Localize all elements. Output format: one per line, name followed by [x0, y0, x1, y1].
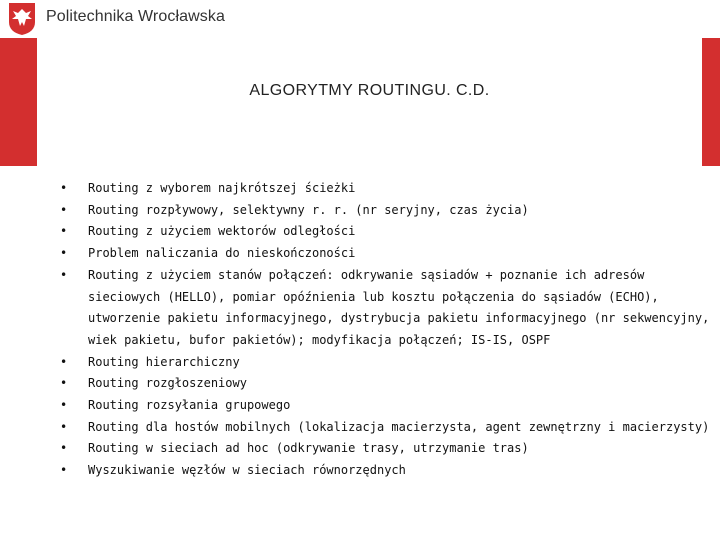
list-item-text: Routing dla hostów mobilnych (lokalizacja macierzysta, agent zewnętrzny i macierzysty): [88, 419, 710, 434]
list-item: [60, 200, 710, 222]
title-banner: [0, 38, 720, 166]
list-item: [60, 460, 710, 482]
organization-name: Politechnika Wrocławska: [46, 8, 225, 25]
bullet-icon: •: [60, 463, 68, 478]
slide-title: ALGORYTMY ROUTINGU. C.D.: [249, 82, 490, 99]
bullet-icon: •: [60, 398, 68, 413]
bullet-icon: •: [60, 246, 68, 261]
list-item-text: Routing rozgłoszeniowy: [88, 376, 247, 391]
bullet-icon: •: [60, 202, 68, 217]
list-item-text: Routing w sieciach ad hoc (odkrywanie trasy, utrzymanie tras): [88, 441, 529, 456]
list-item-text: Wyszukiwanie węzłów w sieciach równorzędnych: [88, 463, 406, 478]
bullet-icon: •: [60, 419, 68, 434]
list-item: [60, 265, 710, 352]
eagle-crest-icon: [8, 2, 36, 36]
list-item-text: Routing z użyciem wektorów odległości: [88, 224, 356, 239]
list-item: [60, 243, 710, 265]
bullet-icon: •: [60, 441, 68, 456]
bullet-icon: •: [60, 181, 68, 195]
list-item-text: Problem naliczania do nieskończoności: [88, 246, 356, 261]
header-bar: [0, 0, 720, 38]
list-item: [60, 438, 710, 460]
list-item: [60, 395, 710, 417]
bullet-icon: •: [60, 354, 68, 369]
bullet-icon: •: [60, 224, 68, 239]
list-item-text: Routing rozpływowy, selektywny r. r. (nr seryjny, czas życia): [88, 202, 529, 217]
list-item: [60, 221, 710, 243]
bullet-list: [60, 178, 710, 482]
bullet-icon: •: [60, 376, 68, 391]
bullet-icon: •: [60, 267, 68, 282]
list-item: [60, 352, 710, 374]
list-item-text: Routing z użyciem stanów połączeń: odkrywanie sąsiadów + poznanie ich adresów sieciowych (HELLO), pomiar opóźnienia lub kosztu połączenia do sąsiadów (ECHO), utworzenie pakietu informacyjnego, dystrybucja pakietu informacyjnego (nr sekwencyjny, wiek pakietu, bufor pakietów); modyfikacja połączeń; IS-IS, OSPF: [88, 267, 710, 347]
list-item-text: Routing z wyborem najkrótszej ścieżki: [88, 181, 356, 195]
list-item-text: Routing hierarchiczny: [88, 354, 240, 369]
list-item: [60, 417, 710, 439]
list-item: [60, 373, 710, 395]
title-box: [37, 38, 702, 166]
list-item: [60, 178, 710, 200]
list-item-text: Routing rozsyłania grupowego: [88, 398, 291, 413]
